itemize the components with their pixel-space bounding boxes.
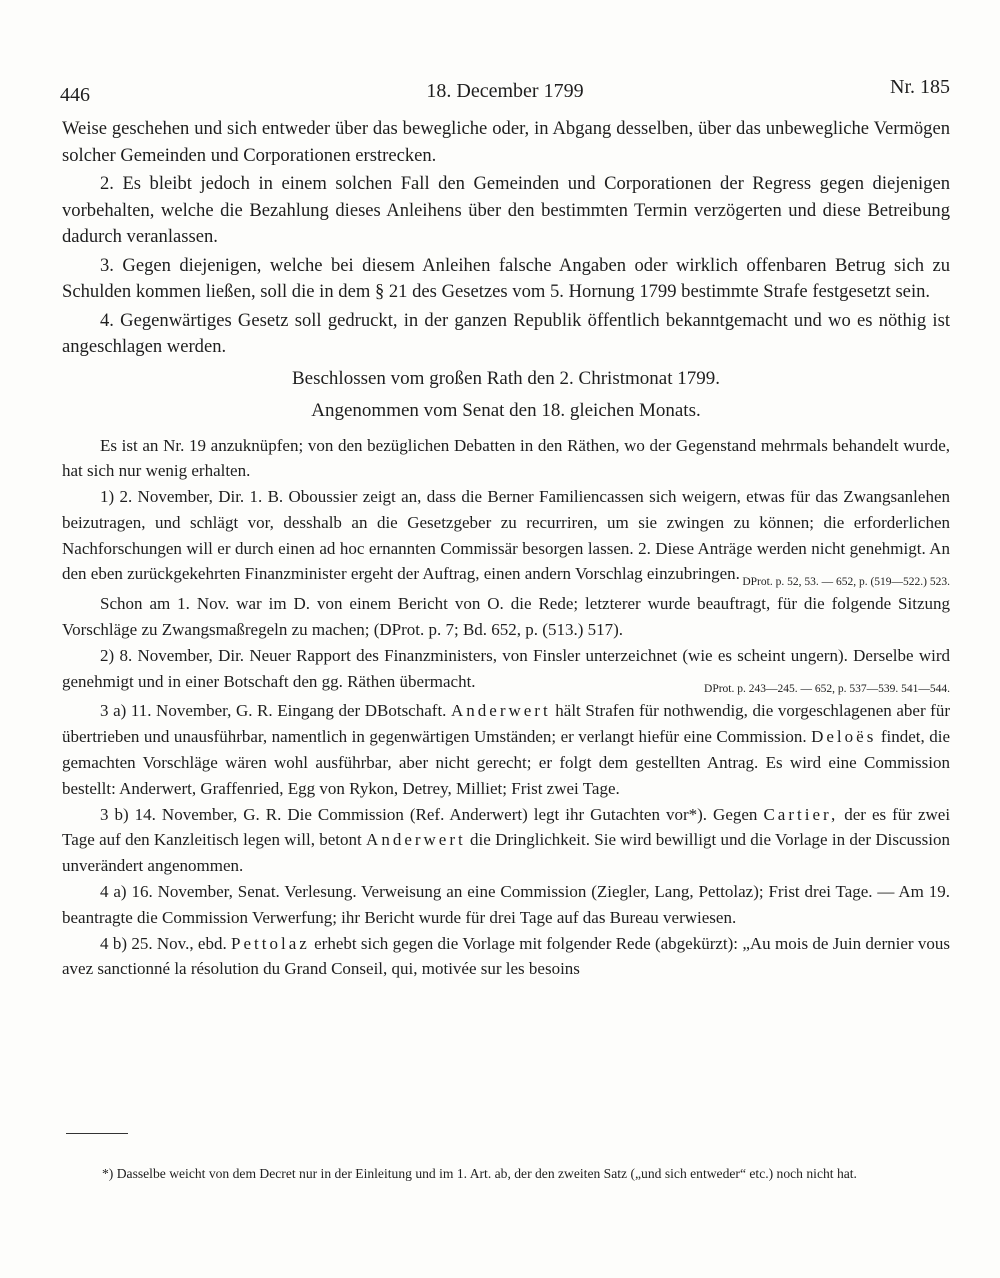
header-date: 18. December 1799 — [426, 80, 584, 102]
footnote: *) Dasselbe weicht von dem Decret nur in der Einleitung und im 1. Art. ab, der den zweiten Satz („und sich entweder“ etc.) noch nicht hat. — [102, 1165, 857, 1181]
paragraph-continuation: Weise geschehen und sich entweder über das bewegliche oder, in Abgang desselben, über das unbewegliche Vermögen solcher Gemeinden und Corporationen erstrecken. — [62, 118, 950, 166]
paragraph-note-1: 1) 2. November, Dir. 1. B. Oboussier zeigt an, dass die Berner Familiencassen sich weigern, etwas für das Zwangsanlehen beizutragen, und schlägt vor, desshalb an die Gesetzgeber zu recurriren, um sie zwingen zu können; die erforderlichen Nachforschungen will er durch einen ad hoc ernannten Commissär besorgen lassen. 2. Diese Anträge werden nicht genehmigt. An den eben zurückgekehrten Finanzminister ergeht der Auftrag, einen andern Vorschlag einzubringen. — [62, 487, 950, 584]
note-3a-text-2: hält Strafen für nothwendig, die vorgeschlagenen aber für übertrieben und unausführbar, namentlich in gegenwärtigen Umständen; er verlangt hiefür eine Commission. — [62, 701, 951, 747]
paragraph-note-earlier: Schon am 1. Nov. war im D. von einem Bericht von O. die Rede; letzterer wurde beauftragt, für die folgende Sitzung Vorschläge zu Zwangsmaßregeln zu machen; (DProt. p. 7; Bd. 652, p. (513.) 517). — [62, 594, 950, 640]
note-4b-text-2: erhebt sich gegen die Vorlage mit folgender Rede (abgekürzt): „Au mois de Juin dernier vous avez sanctionné la résolution du Grand Conseil, qui, motivée sur les besoins — [62, 933, 951, 979]
document-number: Nr. 185 — [890, 76, 950, 98]
protocol-reference-2: DProt. p. 243—245. — 652, p. 537—539. 541—544. — [704, 683, 950, 696]
speaker-name-pettolaz: Pettolaz — [231, 933, 310, 953]
paragraph-note-3b — [62, 802, 950, 879]
speaker-name-anderwert: Anderwert — [451, 701, 551, 721]
resolution-senate: Angenommen vom Senat den 18. gleichen Monats. — [311, 399, 701, 421]
paragraph-article-2: 2. Es bleibt jedoch in einem solchen Fall den Gemeinden und Corporationen der Regress gegen diejenigen vorbehalten, welche die Bezahlung dieses Anleihens über den bestimmten Termin verzögerten und diese Betreibung dadurch veranlassen. — [62, 173, 950, 247]
note-3a-text-3: findet, die gemachten Vorschläge wären wohl ausführbar, aber nicht gerecht; er folgt dem gestellten Antrag. Es wird eine Commission bestellt: Anderwert, Graffenried, Egg von Rykon, Detrey, Milliet; Frist zwei Tage. — [62, 727, 950, 798]
page-number: 446 — [60, 84, 90, 106]
paragraph-article-3: 3. Gegen diejenigen, welche bei diesem Anleihen falsche Angaben oder wirklich offenbaren Betrug sich zu Schulden kommen ließen, soll die in dem § 21 des Gesetzes vom 5. Hornung 1799 bestimmte Strafe festgesetzt sein. — [62, 254, 950, 302]
note-3b-text-3: die Dringlichkeit. Sie wird bewilligt und die Vorlage in der Discussion unverändert angenommen. — [62, 830, 950, 876]
speaker-name-deloes: Deloës — [811, 727, 877, 747]
footnote-divider — [66, 1133, 128, 1134]
paragraph-note-4b — [62, 931, 950, 983]
document-body — [62, 116, 950, 982]
note-3b-text-1: 3 b) 14. November, G. R. Die Commission (Ref. Anderwert) legt ihr Gutachten vor*). Gegen — [100, 804, 758, 824]
speaker-name-cartier: Cartier, — [763, 804, 839, 824]
page-header — [60, 76, 950, 110]
paragraph-article-4: 4. Gegenwärtiges Gesetz soll gedruckt, in der ganzen Republik öffentlich bekanntgemacht und wo es nöthig ist angeschlagen werden. — [62, 309, 950, 357]
paragraph-note-intro: Es ist an Nr. 19 anzuknüpfen; von den bezüglichen Debatten in den Räthen, wo der Gegenstand mehrmals behandelt wurde, hat sich nur wenig erhalten. — [62, 435, 950, 481]
paragraph-note-4a: 4 a) 16. November, Senat. Verlesung. Verweisung an eine Commission (Ziegler, Lang, Pettolaz); Frist drei Tage. — Am 19. beantragte die Commission Verwerfung; ihr Bericht wurde für drei Tage auf das Bureau verwiesen. — [62, 882, 950, 927]
paragraph-note-3a — [62, 698, 950, 801]
note-3b-text-2: der es für zwei Tage auf den Kanzleitisch legen will, betont — [62, 804, 951, 850]
paragraph-note-2: 2) 8. November, Dir. Neuer Rapport des Finanzministers, von Finsler unterzeichnet (wie es scheint ungern). Derselbe wird genehmigt und in einer Botschaft den gg. Räthen übermacht. — [62, 645, 950, 691]
speaker-name-anderwert-2: Anderwert — [366, 830, 466, 850]
resolution-great-council: Beschlossen vom großen Rath den 2. Christmonat 1799. — [292, 367, 720, 389]
note-3a-text-1: 3 a) 11. November, G. R. Eingang der DBotschaft. — [100, 701, 447, 721]
note-4b-text-1: 4 b) 25. Nov., ebd. — [100, 933, 227, 953]
protocol-reference-1: DProt. p. 52, 53. — 652, p. (519—522.) 523. — [742, 576, 950, 589]
